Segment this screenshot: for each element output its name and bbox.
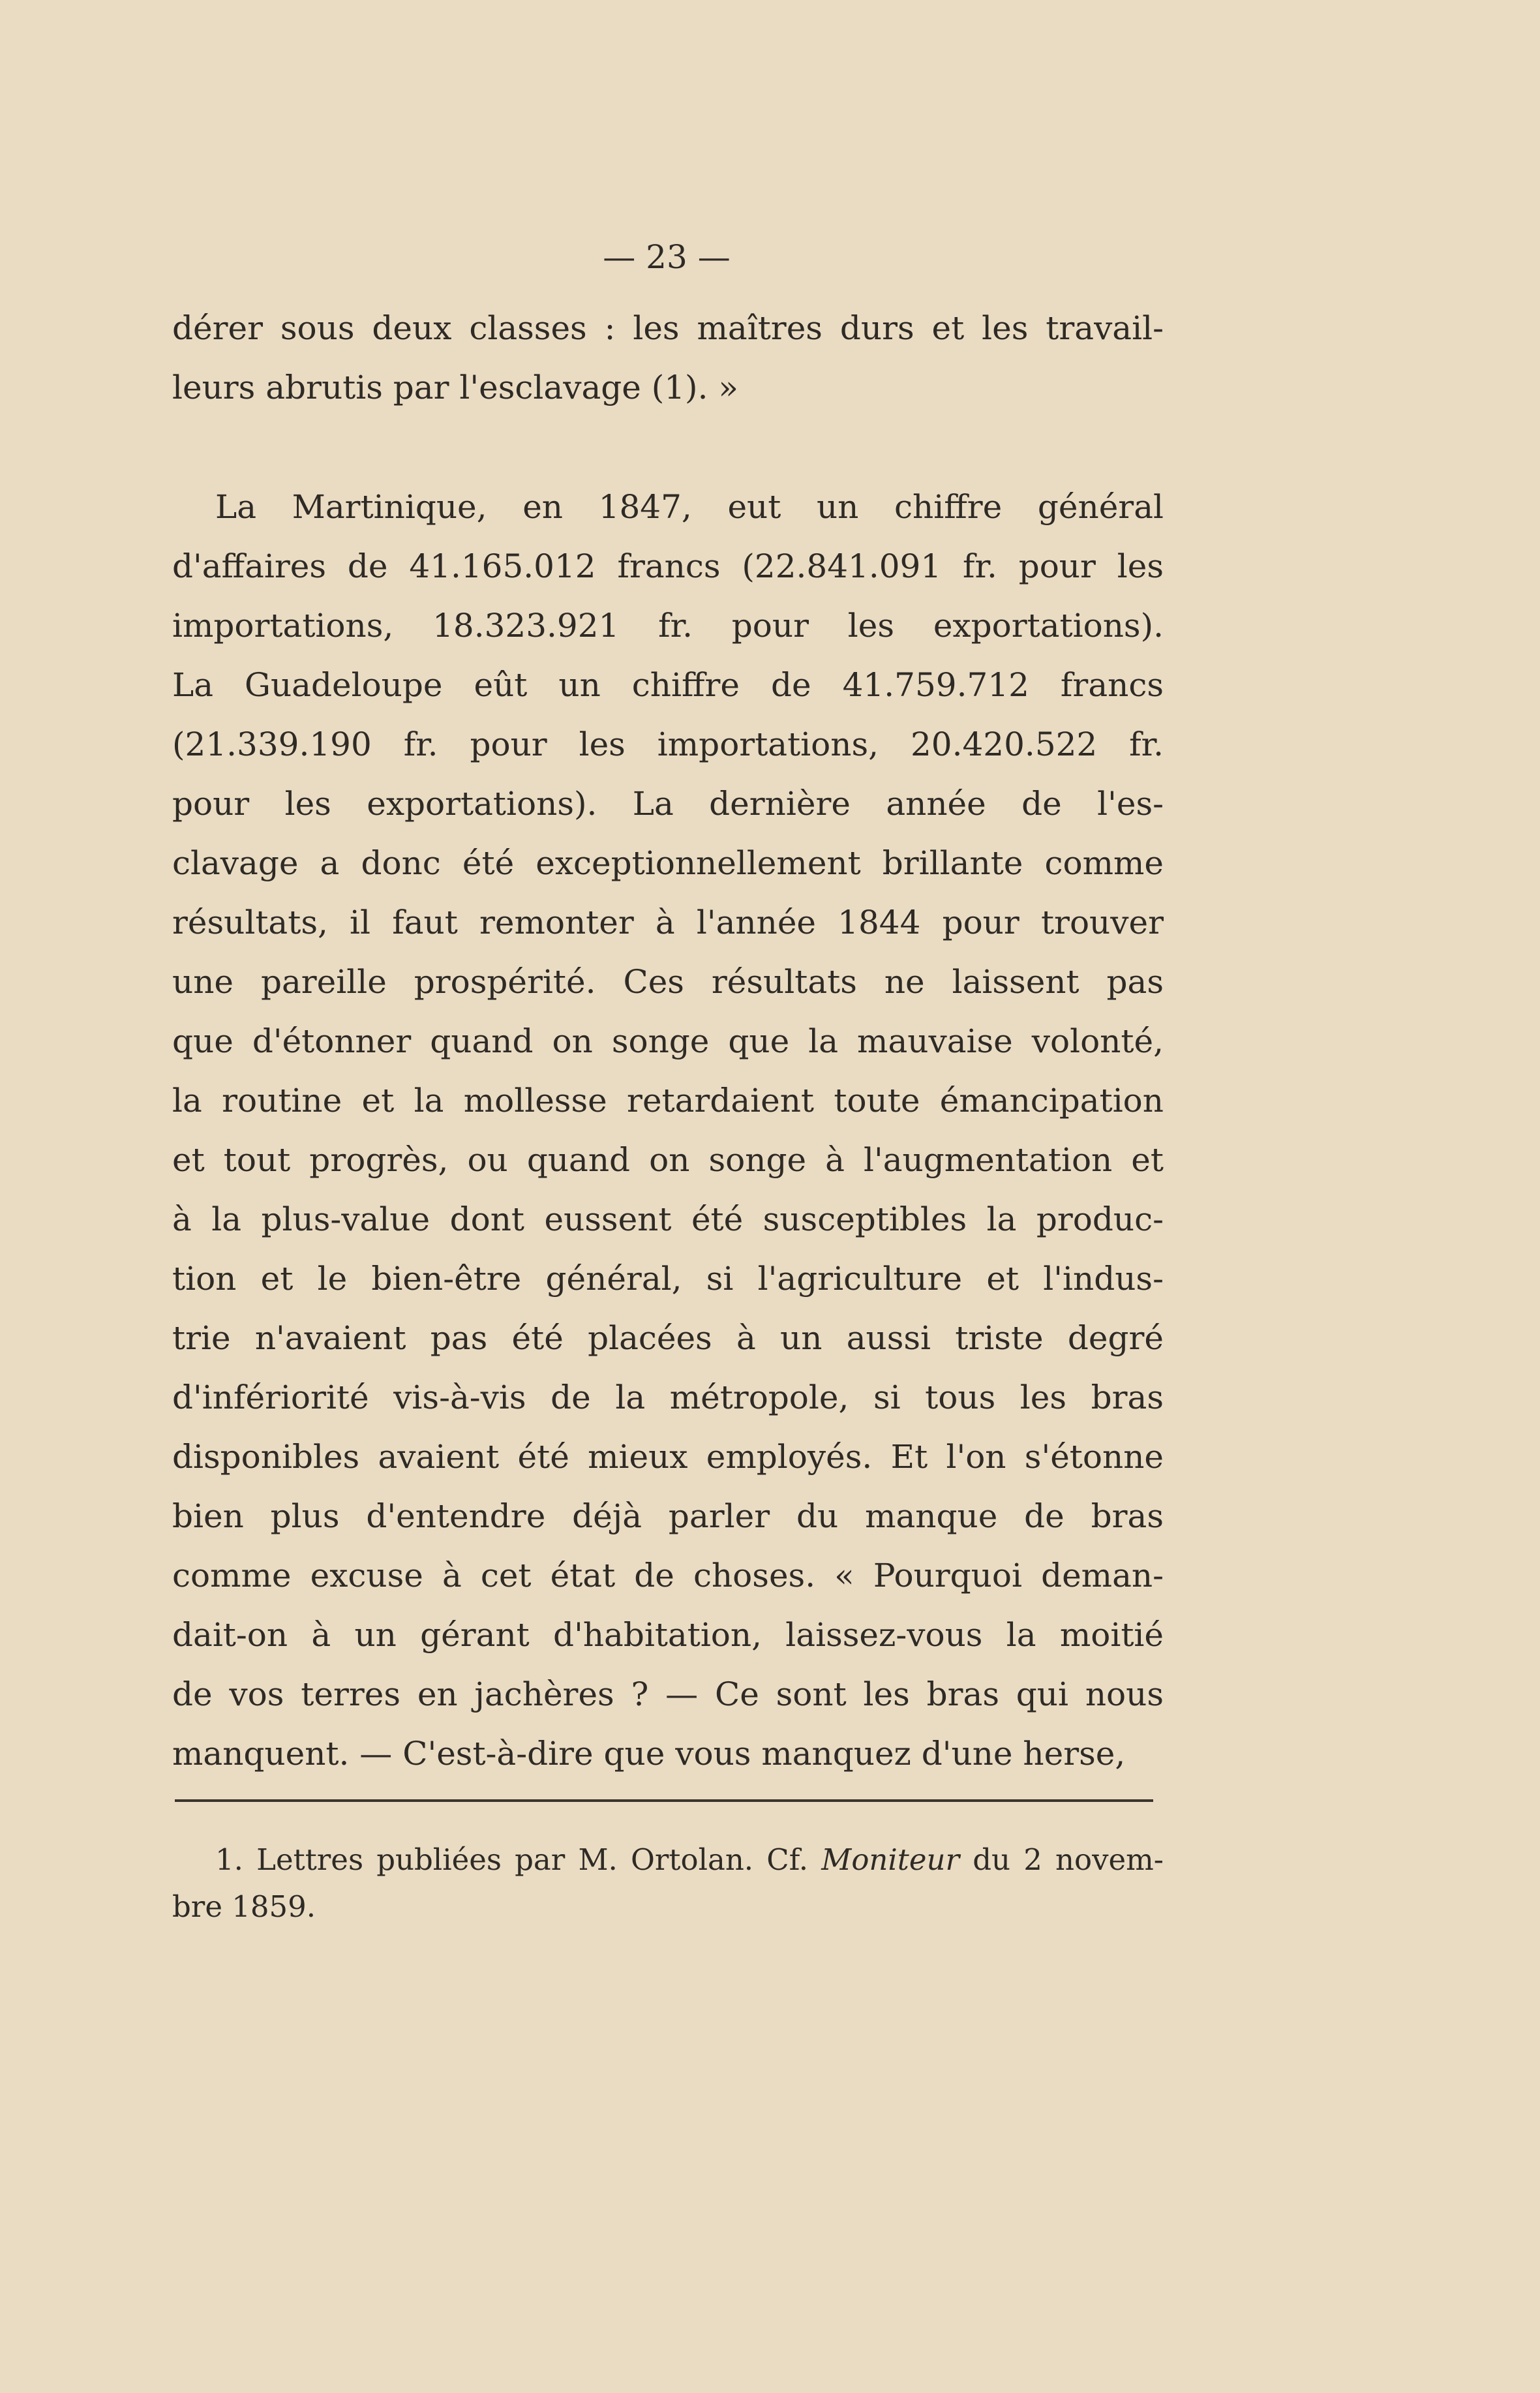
text-line: la routine et la mollesse retardaient toute émancipation xyxy=(172,1082,1164,1120)
text-line: et tout progrès, ou quand on songe à l'augmentation et xyxy=(172,1141,1164,1179)
footnote-line xyxy=(172,1837,1164,1883)
text-line: que d'étonner quand on songe que la mauvaise volonté, xyxy=(172,1022,1164,1060)
text-line: à la plus-value dont eussent été susceptibles la produc- xyxy=(172,1200,1164,1238)
text-line: La Martinique, en 1847, eut un chiffre général xyxy=(215,488,1164,526)
text-line: manquent. — C'est-à-dire que vous manquez d'une herse, xyxy=(172,1735,1126,1773)
text-line: importations, 18.323.921 fr. pour les exportations). xyxy=(172,607,1164,645)
text-line: de vos terres en jachères ? — Ce sont les bras qui nous xyxy=(172,1675,1164,1713)
text-line: dérer sous deux classes : les maîtres durs et les travail- xyxy=(172,309,1164,347)
footnote-separator xyxy=(175,1799,1153,1802)
paragraph-1 xyxy=(172,299,1164,418)
text-line: résultats, il faut remonter à l'année 1844 pour trouver xyxy=(172,904,1164,941)
text-line: pour les exportations). La dernière année de l'es- xyxy=(172,785,1164,823)
text-line: trie n'avaient pas été placées à un aussi triste degré xyxy=(172,1319,1164,1357)
text-line: d'infériorité vis-à-vis de la métropole, si tous les bras xyxy=(172,1379,1164,1416)
text-line: leurs abrutis par l'esclavage (1). » xyxy=(172,369,738,406)
text-line: dait-on à un gérant d'habitation, laissez-vous la moitié xyxy=(172,1616,1164,1654)
text-line: d'affaires de 41.165.012 francs (22.841.091 fr. pour les xyxy=(172,547,1164,585)
footnote-text: du 2 novem- xyxy=(973,1842,1164,1877)
footnote-text: 1. Lettres publiées par M. Ortolan. Cf. xyxy=(215,1842,809,1877)
footnote-line: bre 1859. xyxy=(172,1889,316,1924)
paragraph-2 xyxy=(172,478,1164,1784)
text-line: comme excuse à cet état de choses. « Pourquoi deman- xyxy=(172,1557,1164,1594)
text-line: une pareille prospérité. Ces résultats ne laissent pas xyxy=(172,963,1164,1001)
footnote-italic: Moniteur xyxy=(821,1842,960,1877)
page-number: — 23 — xyxy=(603,238,731,276)
text-line: bien plus d'entendre déjà parler du manque de bras xyxy=(172,1497,1164,1535)
text-line: clavage a donc été exceptionnellement brillante comme xyxy=(172,844,1164,882)
text-line: tion et le bien-être général, si l'agriculture et l'indus- xyxy=(172,1260,1164,1298)
footnote xyxy=(172,1837,1164,1930)
text-line: (21.339.190 fr. pour les importations, 20.420.522 fr. xyxy=(172,725,1164,763)
text-line: disponibles avaient été mieux employés. Et l'on s'étonne xyxy=(172,1438,1164,1476)
text-line: La Guadeloupe eût un chiffre de 41.759.712 francs xyxy=(172,666,1164,704)
